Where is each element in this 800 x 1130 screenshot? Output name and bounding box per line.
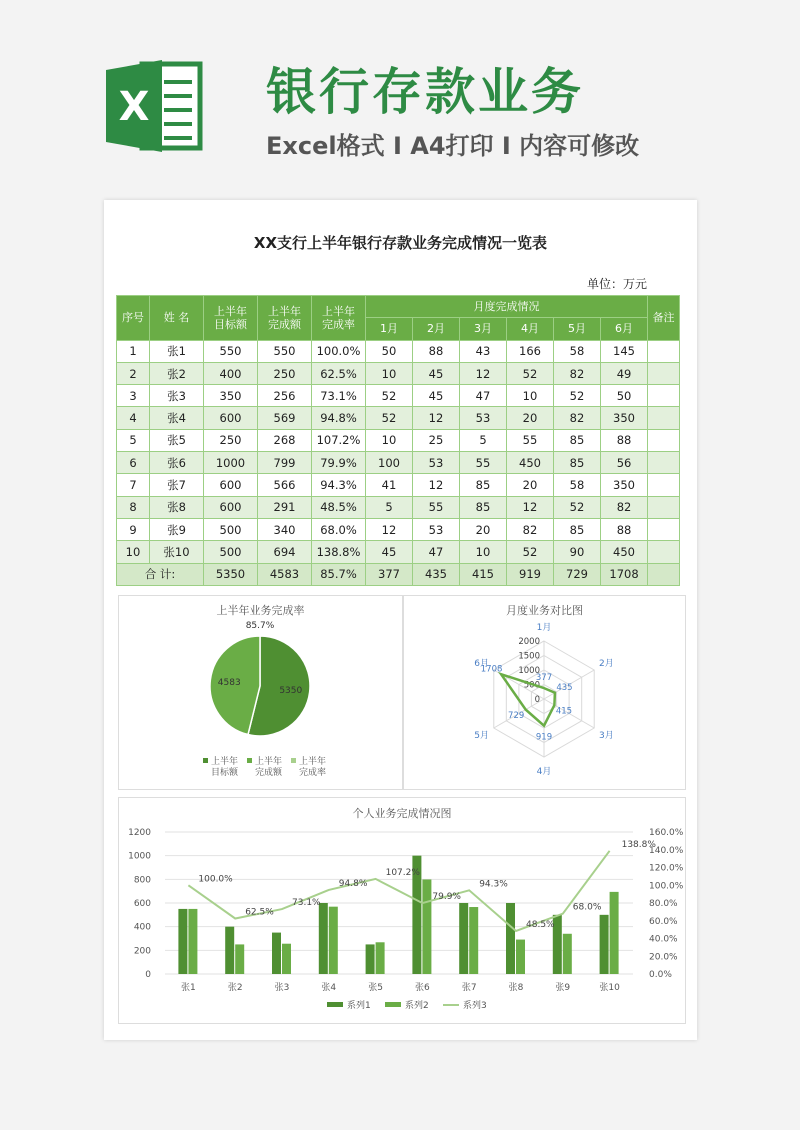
- header-seq: 序号: [117, 296, 150, 341]
- radar-category-label: 4月: [536, 767, 552, 777]
- unit-label: 单位：万元: [586, 277, 647, 291]
- note-cell: [648, 541, 680, 563]
- legend-label: 上半年: [299, 757, 327, 767]
- legend-label: 完成额: [255, 768, 283, 778]
- rate-cell: 68.0%: [312, 518, 366, 540]
- month-cell: 55: [507, 429, 554, 451]
- total-month: 729: [554, 563, 601, 585]
- line-data-label: 94.8%: [338, 878, 368, 889]
- total-note: [648, 563, 680, 585]
- target-cell: 250: [204, 429, 258, 451]
- radar-category-label: 5月: [474, 731, 490, 741]
- month-cell: 43: [460, 340, 507, 362]
- table-row: [117, 407, 680, 429]
- bar-系列2: [610, 892, 619, 974]
- pie-data-label: 5350: [279, 685, 303, 696]
- header-month: 5月: [554, 318, 601, 340]
- line-data-label: 62.5%: [245, 907, 274, 918]
- svg-text:X: X: [118, 84, 150, 130]
- month-cell: 55: [413, 496, 460, 518]
- target-cell: 350: [204, 385, 258, 407]
- y2-tick-label: 160.0%: [649, 828, 684, 838]
- month-cell: 166: [507, 340, 554, 362]
- target-cell: 500: [204, 518, 258, 540]
- name-cell: 张1: [150, 340, 204, 362]
- bar-系列1: [178, 909, 187, 974]
- month-cell: 53: [413, 518, 460, 540]
- header-month: 4月: [507, 318, 554, 340]
- pie-chart-panel: [118, 595, 403, 790]
- header-month: 3月: [460, 318, 507, 340]
- bar-系列2: [422, 879, 431, 974]
- seq-cell: 1: [117, 340, 150, 362]
- done-cell: 291: [258, 496, 312, 518]
- name-cell: 张7: [150, 474, 204, 496]
- total-month: 1708: [601, 563, 648, 585]
- done-cell: 569: [258, 407, 312, 429]
- legend-swatch: [327, 1002, 343, 1007]
- month-cell: 85: [554, 429, 601, 451]
- total-month: 415: [460, 563, 507, 585]
- rate-cell: 62.5%: [312, 362, 366, 384]
- target-cell: 600: [204, 407, 258, 429]
- month-cell: 450: [507, 452, 554, 474]
- x-tick-label: 张5: [368, 983, 383, 993]
- month-cell: 82: [507, 518, 554, 540]
- month-cell: 350: [601, 474, 648, 496]
- table-row: [117, 518, 680, 540]
- excel-logo-icon: [104, 56, 204, 156]
- month-cell: 10: [460, 541, 507, 563]
- legend-label: 系列3: [463, 1001, 487, 1011]
- rate-cell: 94.8%: [312, 407, 366, 429]
- rate-cell: 100.0%: [312, 340, 366, 362]
- combo-chart: [119, 798, 685, 1023]
- bar-系列2: [563, 934, 572, 974]
- seq-cell: 6: [117, 452, 150, 474]
- month-cell: 52: [366, 385, 413, 407]
- month-cell: 52: [366, 407, 413, 429]
- legend-swatch: [291, 758, 296, 763]
- month-cell: 82: [554, 407, 601, 429]
- bar-系列1: [366, 944, 375, 974]
- bar-系列2: [188, 909, 197, 974]
- bar-系列1: [225, 927, 234, 974]
- pie-chart: [119, 596, 402, 789]
- month-cell: 52: [507, 541, 554, 563]
- name-cell: 张9: [150, 518, 204, 540]
- month-cell: 12: [366, 518, 413, 540]
- combo-chart-panel: [118, 797, 686, 1024]
- total-rate: 85.7%: [312, 563, 366, 585]
- radar-tick-label: 500: [523, 680, 540, 691]
- target-cell: 400: [204, 362, 258, 384]
- y2-tick-label: 40.0%: [649, 934, 678, 945]
- month-cell: 82: [554, 362, 601, 384]
- y-tick-label: 400: [133, 922, 151, 933]
- y2-tick-label: 80.0%: [649, 899, 678, 909]
- seq-cell: 9: [117, 518, 150, 540]
- month-cell: 10: [366, 429, 413, 451]
- total-month: 377: [366, 563, 413, 585]
- month-cell: 450: [601, 541, 648, 563]
- legend-label: 系列2: [405, 1001, 429, 1011]
- month-cell: 5: [366, 496, 413, 518]
- month-cell: 49: [601, 362, 648, 384]
- bar-系列2: [516, 940, 525, 974]
- bar-系列2: [235, 944, 244, 974]
- month-cell: 52: [507, 362, 554, 384]
- y2-tick-label: 20.0%: [649, 952, 678, 963]
- banner-title: 银行存款业务: [266, 63, 584, 121]
- table-row: [117, 541, 680, 563]
- line-data-label: 100.0%: [198, 874, 233, 885]
- bar-系列2: [469, 907, 478, 974]
- radar-value-label: 377: [535, 673, 553, 684]
- name-cell: 张2: [150, 362, 204, 384]
- radar-tick-label: 1000: [518, 666, 540, 676]
- bar-系列1: [600, 915, 609, 974]
- header-rate: 上半年完成率: [312, 296, 366, 341]
- header-monthly: 月度完成情况: [366, 296, 648, 318]
- month-cell: 50: [366, 340, 413, 362]
- y2-tick-label: 100.0%: [649, 881, 684, 892]
- note-cell: [648, 362, 680, 384]
- target-cell: 550: [204, 340, 258, 362]
- legend-label: 上半年: [211, 757, 239, 767]
- done-cell: 566: [258, 474, 312, 496]
- line-data-label: 94.3%: [479, 879, 508, 890]
- bar-系列2: [282, 944, 291, 974]
- x-tick-label: 张8: [508, 983, 524, 993]
- month-cell: 90: [554, 541, 601, 563]
- table-row: [117, 340, 680, 362]
- month-cell: 12: [507, 496, 554, 518]
- total-month: 919: [507, 563, 554, 585]
- rate-cell: 48.5%: [312, 496, 366, 518]
- month-cell: 52: [554, 385, 601, 407]
- done-cell: 340: [258, 518, 312, 540]
- note-cell: [648, 496, 680, 518]
- legend-swatch: [385, 1002, 401, 1007]
- month-cell: 85: [460, 496, 507, 518]
- radar-category-label: 2月: [598, 659, 614, 669]
- month-cell: 12: [413, 407, 460, 429]
- y2-tick-label: 0.0%: [649, 970, 672, 980]
- radar-value-label: 435: [556, 683, 573, 694]
- month-cell: 47: [460, 385, 507, 407]
- legend-label: 目标额: [211, 768, 239, 778]
- header-note: 备注: [648, 296, 680, 341]
- pie-data-label: 4583: [217, 678, 241, 689]
- header-row-1: [117, 296, 680, 318]
- y-tick-label: 1200: [128, 828, 151, 838]
- radar-category-label: 3月: [598, 731, 614, 741]
- line-data-label: 107.2%: [385, 867, 420, 878]
- header-month: 1月: [366, 318, 413, 340]
- month-cell: 52: [554, 496, 601, 518]
- radar-chart: [404, 596, 685, 789]
- month-cell: 88: [601, 429, 648, 451]
- radar-category-label: 1月: [536, 623, 552, 633]
- note-cell: [648, 474, 680, 496]
- bar-系列2: [376, 942, 385, 974]
- document-sheet: [104, 200, 697, 1040]
- legend-swatch: [247, 758, 252, 763]
- table-row: [117, 474, 680, 496]
- line-data-label: 68.0%: [572, 902, 602, 913]
- radar-category-label: 6月: [474, 659, 490, 669]
- month-cell: 20: [460, 518, 507, 540]
- bar-系列1: [459, 903, 468, 974]
- x-tick-label: 张10: [599, 983, 620, 993]
- month-cell: 58: [554, 474, 601, 496]
- legend-label: 系列1: [347, 1001, 371, 1011]
- note-cell: [648, 429, 680, 451]
- bar-系列2: [329, 907, 338, 974]
- month-cell: 10: [507, 385, 554, 407]
- rate-cell: 79.9%: [312, 452, 366, 474]
- total-row: [117, 563, 680, 585]
- seq-cell: 3: [117, 385, 150, 407]
- x-tick-label: 张4: [321, 983, 337, 993]
- month-cell: 20: [507, 407, 554, 429]
- line-data-label: 138.8%: [621, 839, 656, 850]
- done-cell: 694: [258, 541, 312, 563]
- total-target: 5350: [204, 563, 258, 585]
- done-cell: 550: [258, 340, 312, 362]
- name-cell: 张8: [150, 496, 204, 518]
- total-month: 435: [413, 563, 460, 585]
- month-cell: 10: [366, 362, 413, 384]
- target-cell: 500: [204, 541, 258, 563]
- month-cell: 88: [601, 518, 648, 540]
- note-cell: [648, 340, 680, 362]
- done-cell: 256: [258, 385, 312, 407]
- month-cell: 85: [554, 452, 601, 474]
- y2-tick-label: 140.0%: [649, 845, 684, 856]
- x-tick-label: 张7: [461, 983, 477, 993]
- pie-rate-label: 85.7%: [245, 621, 275, 631]
- name-cell: 张10: [150, 541, 204, 563]
- x-tick-label: 张9: [555, 983, 571, 993]
- done-cell: 250: [258, 362, 312, 384]
- legend-swatch: [203, 758, 208, 763]
- header-month: 6月: [601, 318, 648, 340]
- target-cell: 600: [204, 496, 258, 518]
- radar-chart-title: 月度业务对比图: [506, 604, 583, 617]
- target-cell: 600: [204, 474, 258, 496]
- line-data-label: 73.1%: [292, 898, 321, 909]
- month-cell: 145: [601, 340, 648, 362]
- month-cell: 12: [460, 362, 507, 384]
- month-cell: 56: [601, 452, 648, 474]
- done-cell: 268: [258, 429, 312, 451]
- y2-tick-label: 120.0%: [649, 863, 684, 874]
- y-tick-label: 0: [145, 970, 151, 980]
- document-title: XX支行上半年银行存款业务完成情况一览表: [253, 234, 548, 252]
- radar-tick-label: 0: [534, 695, 540, 705]
- month-cell: 85: [460, 474, 507, 496]
- y2-tick-label: 60.0%: [649, 916, 678, 927]
- month-cell: 45: [413, 385, 460, 407]
- rate-cell: 73.1%: [312, 385, 366, 407]
- done-cell: 799: [258, 452, 312, 474]
- y-tick-label: 200: [133, 946, 151, 957]
- name-cell: 张5: [150, 429, 204, 451]
- radar-chart-panel: [403, 595, 686, 790]
- month-cell: 88: [413, 340, 460, 362]
- month-cell: 50: [601, 385, 648, 407]
- header-month: 2月: [413, 318, 460, 340]
- table-row: [117, 362, 680, 384]
- combo-chart-title: 个人业务完成情况图: [352, 807, 452, 820]
- month-cell: 12: [413, 474, 460, 496]
- month-cell: 25: [413, 429, 460, 451]
- seq-cell: 10: [117, 541, 150, 563]
- x-tick-label: 张2: [227, 983, 243, 993]
- pie-chart-title: 上半年业务完成率: [216, 604, 305, 617]
- note-cell: [648, 407, 680, 429]
- bar-系列1: [319, 903, 328, 974]
- table-row: [117, 429, 680, 451]
- month-cell: 100: [366, 452, 413, 474]
- month-cell: 85: [554, 518, 601, 540]
- month-cell: 82: [601, 496, 648, 518]
- month-cell: 350: [601, 407, 648, 429]
- seq-cell: 5: [117, 429, 150, 451]
- summary-table: [116, 295, 680, 586]
- month-cell: 47: [413, 541, 460, 563]
- note-cell: [648, 452, 680, 474]
- y-tick-label: 600: [133, 899, 151, 909]
- banner-subtitle: Excel格式 I A4打印 I 内容可修改: [266, 132, 640, 160]
- header-done: 上半年完成额: [258, 296, 312, 341]
- month-cell: 45: [366, 541, 413, 563]
- header-name: 姓 名: [150, 296, 204, 341]
- radar-value-label: 415: [555, 706, 573, 717]
- name-cell: 张3: [150, 385, 204, 407]
- rate-cell: 94.3%: [312, 474, 366, 496]
- name-cell: 张4: [150, 407, 204, 429]
- radar-value-label: 919: [535, 732, 553, 743]
- month-cell: 5: [460, 429, 507, 451]
- month-cell: 20: [507, 474, 554, 496]
- line-data-label: 48.5%: [526, 919, 555, 930]
- rate-cell: 138.8%: [312, 541, 366, 563]
- header-target: 上半年目标额: [204, 296, 258, 341]
- y-tick-label: 1000: [128, 851, 151, 862]
- legend-label: 上半年: [255, 757, 283, 767]
- seq-cell: 7: [117, 474, 150, 496]
- rate-cell: 107.2%: [312, 429, 366, 451]
- legend-label: 完成率: [299, 768, 327, 778]
- bar-系列1: [272, 933, 281, 974]
- month-cell: 45: [413, 362, 460, 384]
- table-row: [117, 385, 680, 407]
- month-cell: 41: [366, 474, 413, 496]
- x-tick-label: 张6: [415, 983, 430, 993]
- x-tick-label: 张3: [274, 983, 290, 993]
- total-done: 4583: [258, 563, 312, 585]
- table-row: [117, 452, 680, 474]
- bar-系列1: [506, 903, 515, 974]
- month-cell: 53: [460, 407, 507, 429]
- target-cell: 1000: [204, 452, 258, 474]
- note-cell: [648, 518, 680, 540]
- total-label: 合 计:: [117, 563, 204, 585]
- radar-tick-label: 2000: [518, 637, 540, 647]
- seq-cell: 4: [117, 407, 150, 429]
- radar-value-label: 1708: [480, 664, 503, 675]
- radar-tick-label: 1500: [518, 651, 540, 662]
- radar-value-label: 729: [508, 711, 525, 722]
- note-cell: [648, 385, 680, 407]
- seq-cell: 8: [117, 496, 150, 518]
- line-data-label: 79.9%: [432, 892, 461, 903]
- month-cell: 53: [413, 452, 460, 474]
- x-tick-label: 张1: [181, 983, 196, 993]
- table-row: [117, 496, 680, 518]
- seq-cell: 2: [117, 362, 150, 384]
- name-cell: 张6: [150, 452, 204, 474]
- y-tick-label: 800: [133, 875, 151, 886]
- month-cell: 55: [460, 452, 507, 474]
- month-cell: 58: [554, 340, 601, 362]
